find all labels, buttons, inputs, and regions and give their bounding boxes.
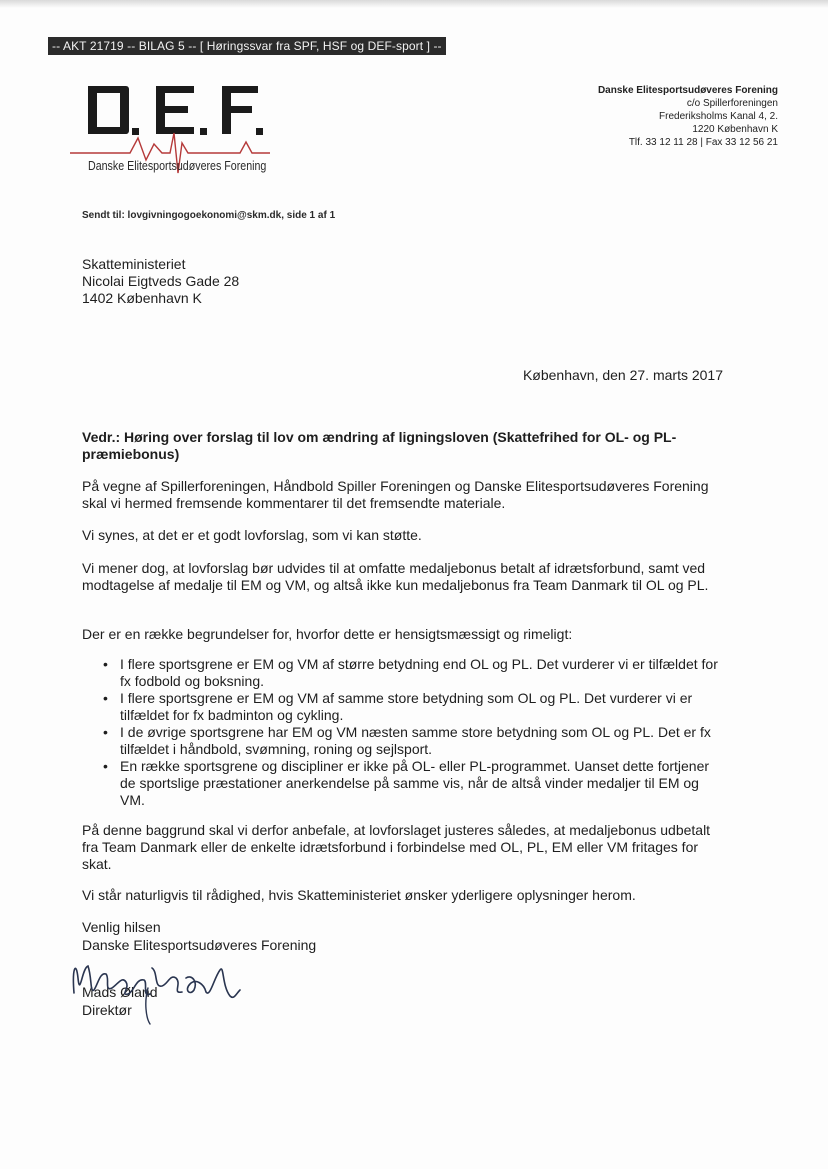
- bullet-icon: •: [103, 724, 108, 740]
- sender-line: c/o Spillerforeningen: [686, 98, 778, 109]
- closing-greeting: Venlig hilsen: [82, 919, 161, 935]
- body-paragraph: På denne baggrund skal vi derfor anbefale, at lovforslaget justeres således, at medaljebonus udbetalt fra Team Danmark eller de enkelte idrætsforbund i forbindelse med OL, PL, EM eller VM fritages for skat.: [82, 822, 711, 872]
- bullet-icon: •: [103, 758, 108, 774]
- reasons-list: [82, 656, 722, 809]
- signer-title: Direktør: [82, 1002, 132, 1018]
- body-paragraph: Vi synes, at det er et godt lovforslag, som vi kan støtte.: [82, 527, 422, 543]
- list-item-text: En række sportsgrene og discipliner er ikke på OL- eller PL-programmet. Uanset dette fortjener de sportslige præstationer anerkendelse på samme vis, når de altså vinder medaljer til EM og VM.: [120, 758, 710, 808]
- body-paragraph: På vegne af Spillerforeningen, Håndbold Spiller Foreningen og Danske Elitesportsudøveres Forening skal vi hermed fremsende kommentarer til det fremsendte materiale.: [82, 478, 709, 511]
- recipient-line: Nicolai Eigtveds Gade 28: [82, 273, 240, 289]
- bullet-icon: •: [103, 690, 108, 706]
- logo-caption: Danske Elitesportsudøveres Forening: [88, 158, 267, 173]
- handwritten-signature: [64, 938, 264, 1028]
- list-item-text: I de øvrige sportsgrene har EM og VM næsten samme store betydning som OL og PL. Det er fx tilfældet i håndbold, svømning, roning og sejlsport.: [120, 724, 711, 757]
- sent-to-line: Sendt til: lovgivningogoekonomi@skm.dk, side 1 af 1: [82, 210, 336, 221]
- bullet-icon: •: [103, 656, 108, 672]
- sender-line: Frederiksholms Kanal 4, 2.: [659, 111, 778, 122]
- sender-phone: Tlf. 33 12 11 28 | Fax 33 12 56 21: [628, 137, 778, 148]
- sender-address: [598, 84, 778, 149]
- scan-edge-shadow: [0, 0, 828, 8]
- body-paragraph: Vi står naturligvis til rådighed, hvis Skatteministeriet ønsker yderligere oplysninger herom.: [82, 887, 636, 903]
- sender-org: Danske Elitesportsudøveres Forening: [597, 85, 778, 96]
- list-item: [82, 690, 722, 724]
- list-item: [82, 758, 722, 809]
- recipient-line: Skatteministeriet: [82, 256, 186, 272]
- body-paragraph: Vi mener dog, at lovforslag bør udvides til at omfatte medaljebonus betalt af idrætsforbund, samt ved modtagelse af medalje til EM og VM, og altså ikke kun medaljebonus fra Team Danmark til OL og PL.: [82, 560, 709, 593]
- closing-org: Danske Elitesportsudøveres Forening: [82, 937, 317, 953]
- signer-name: Mads Øland: [82, 984, 158, 1000]
- list-item-text: I flere sportsgrene er EM og VM af større betydning end OL og PL. Det vurderer vi er tilfældet for fx fodbold og boksning.: [120, 656, 718, 689]
- sender-line: 1220 København K: [692, 124, 778, 135]
- list-item: [82, 724, 722, 758]
- recipient-line: 1402 København K: [82, 290, 202, 306]
- recipient-address: [82, 256, 239, 307]
- body-paragraph: Der er en række begrundelser for, hvorfor dette er hensigtsmæssigt og rimeligt:: [82, 626, 573, 642]
- file-stamp-banner: -- AKT 21719 -- BILAG 5 -- [ Høringssvar fra SPF, HSF og DEF-sport ] --: [48, 37, 446, 55]
- list-item-text: I flere sportsgrene er EM og VM af samme store betydning som OL og PL. Det vurderer vi er tilfældet for fx badminton og cykling.: [120, 690, 693, 723]
- list-item: [82, 656, 722, 690]
- letter-subject: Vedr.: Høring over forslag til lov om ændring af ligningsloven (Skattefrihed for OL- og PL-præmiebonus): [82, 429, 677, 462]
- letter-date: København, den 27. marts 2017: [522, 367, 723, 383]
